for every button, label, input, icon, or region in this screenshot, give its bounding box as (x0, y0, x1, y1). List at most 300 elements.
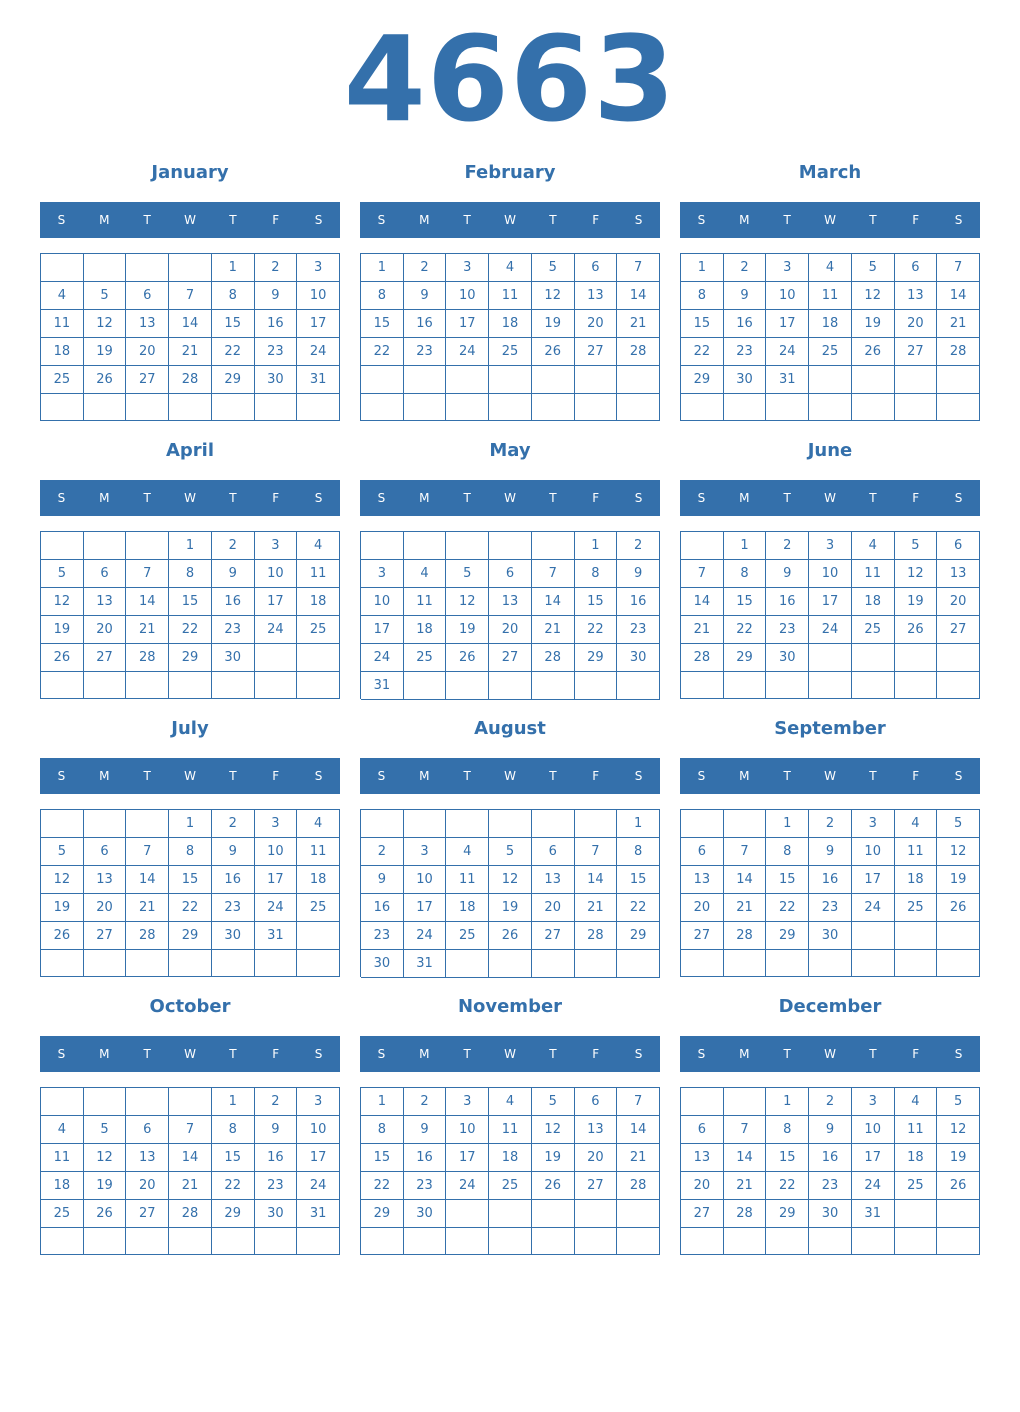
day-cell: 23 (404, 338, 447, 366)
days-grid (40, 253, 340, 421)
empty-day-cell (532, 394, 575, 422)
empty-day-cell (212, 394, 255, 421)
empty-day-cell (212, 950, 255, 977)
day-cell: 17 (446, 1144, 489, 1172)
day-cell: 11 (895, 838, 938, 866)
day-cell: 31 (297, 1200, 340, 1228)
day-cell: 25 (489, 1172, 532, 1200)
empty-day-cell (852, 950, 895, 977)
weekday-label: T (549, 1047, 557, 1061)
empty-day-cell (766, 1228, 809, 1255)
empty-day-cell (895, 1228, 938, 1255)
weekday-label: S (57, 491, 66, 505)
day-cell: 12 (84, 310, 127, 338)
empty-day-cell (617, 1200, 660, 1228)
day-cell: 15 (681, 310, 724, 338)
empty-day-cell (361, 394, 404, 422)
empty-day-cell (532, 950, 575, 978)
day-cell: 3 (766, 254, 809, 282)
day-cell: 18 (297, 866, 340, 894)
day-cell: 4 (852, 532, 895, 560)
empty-day-cell (255, 394, 298, 421)
empty-day-cell (404, 532, 447, 560)
day-cell: 17 (404, 894, 447, 922)
weekday-header (40, 202, 340, 238)
day-cell: 19 (532, 310, 575, 338)
empty-day-cell (255, 672, 298, 699)
day-cell: 22 (575, 616, 618, 644)
day-cell: 7 (126, 838, 169, 866)
empty-day-cell (361, 532, 404, 560)
day-cell: 23 (404, 1172, 447, 1200)
day-cell: 15 (766, 866, 809, 894)
day-cell: 15 (212, 1144, 255, 1172)
day-cell: 13 (126, 1144, 169, 1172)
day-cell: 26 (895, 616, 938, 644)
day-cell: 5 (446, 560, 489, 588)
day-cell: 23 (617, 616, 660, 644)
day-cell: 8 (212, 282, 255, 310)
day-cell: 28 (681, 644, 724, 672)
weekday-label: M (739, 491, 750, 505)
day-cell: 27 (937, 616, 980, 644)
day-cell: 2 (724, 254, 767, 282)
weekday-header (360, 480, 660, 516)
day-cell: 18 (41, 338, 84, 366)
day-cell: 29 (212, 1200, 255, 1228)
day-cell: 26 (489, 922, 532, 950)
day-cell: 17 (766, 310, 809, 338)
day-cell: 20 (895, 310, 938, 338)
empty-day-cell (852, 394, 895, 421)
day-cell: 22 (766, 894, 809, 922)
empty-day-cell (361, 810, 404, 838)
empty-day-cell (681, 672, 724, 699)
day-cell: 18 (446, 894, 489, 922)
day-cell: 20 (84, 616, 127, 644)
day-cell: 21 (617, 1144, 660, 1172)
month-april (40, 428, 340, 699)
empty-day-cell (255, 950, 298, 977)
empty-day-cell (852, 1228, 895, 1255)
day-cell: 19 (84, 1172, 127, 1200)
month-name: March (798, 162, 862, 183)
day-cell: 12 (41, 588, 84, 616)
day-cell: 24 (766, 338, 809, 366)
empty-day-cell (404, 366, 447, 394)
day-cell: 14 (532, 588, 575, 616)
weekday-label: M (419, 1047, 430, 1061)
empty-day-cell (41, 394, 84, 421)
month-name: July (171, 718, 209, 739)
day-cell: 9 (404, 282, 447, 310)
day-cell: 28 (724, 922, 767, 950)
weekday-label: S (954, 213, 963, 227)
weekday-label: W (504, 1047, 516, 1061)
day-cell: 12 (489, 866, 532, 894)
day-cell: 19 (895, 588, 938, 616)
day-cell: 29 (724, 644, 767, 672)
day-cell: 16 (404, 1144, 447, 1172)
empty-day-cell (617, 950, 660, 978)
day-cell: 25 (489, 338, 532, 366)
empty-day-cell (937, 644, 980, 672)
day-cell: 5 (84, 1116, 127, 1144)
day-cell: 11 (895, 1116, 938, 1144)
empty-day-cell (84, 810, 127, 838)
weekday-header (40, 480, 340, 516)
empty-day-cell (489, 1200, 532, 1228)
day-cell: 9 (724, 282, 767, 310)
day-cell: 31 (852, 1200, 895, 1228)
day-cell: 14 (617, 1116, 660, 1144)
empty-day-cell (126, 810, 169, 838)
day-cell: 27 (681, 1200, 724, 1228)
day-cell: 29 (212, 366, 255, 394)
day-cell: 13 (84, 588, 127, 616)
empty-day-cell (297, 1228, 340, 1255)
weekday-label: M (99, 213, 110, 227)
weekday-label: S (697, 491, 706, 505)
day-cell: 29 (766, 922, 809, 950)
weekday-label: F (912, 769, 920, 783)
month-may (360, 428, 660, 699)
empty-day-cell (937, 1228, 980, 1255)
day-cell: 28 (126, 644, 169, 672)
day-cell: 15 (361, 1144, 404, 1172)
weekday-label: S (634, 769, 643, 783)
day-cell: 7 (575, 838, 618, 866)
empty-day-cell (255, 644, 298, 672)
weekday-label: T (783, 491, 791, 505)
weekday-label: S (954, 1047, 963, 1061)
day-cell: 14 (724, 1144, 767, 1172)
day-cell: 10 (852, 1116, 895, 1144)
day-cell: 17 (852, 866, 895, 894)
weekday-label: T (229, 1047, 237, 1061)
day-cell: 23 (212, 894, 255, 922)
day-cell: 26 (41, 922, 84, 950)
day-cell: 19 (937, 1144, 980, 1172)
day-cell: 14 (126, 588, 169, 616)
day-cell: 9 (255, 1116, 298, 1144)
day-cell: 17 (297, 310, 340, 338)
day-cell: 18 (809, 310, 852, 338)
empty-day-cell (404, 394, 447, 422)
day-cell: 8 (766, 838, 809, 866)
day-cell: 1 (212, 254, 255, 282)
day-cell: 18 (895, 1144, 938, 1172)
month-february (360, 150, 660, 421)
day-cell: 30 (361, 950, 404, 978)
empty-day-cell (766, 950, 809, 977)
empty-day-cell (681, 950, 724, 977)
day-cell: 16 (809, 866, 852, 894)
empty-day-cell (895, 672, 938, 699)
day-cell: 26 (937, 1172, 980, 1200)
empty-day-cell (809, 672, 852, 699)
empty-day-cell (212, 672, 255, 699)
weekday-label: F (592, 491, 600, 505)
day-cell: 21 (126, 894, 169, 922)
month-name: September (774, 718, 886, 739)
day-cell: 23 (255, 338, 298, 366)
empty-day-cell (852, 922, 895, 950)
empty-day-cell (575, 672, 618, 700)
day-cell: 18 (852, 588, 895, 616)
month-name: August (474, 718, 546, 739)
empty-day-cell (681, 810, 724, 838)
empty-day-cell (446, 810, 489, 838)
day-cell: 17 (297, 1144, 340, 1172)
empty-day-cell (489, 366, 532, 394)
day-cell: 20 (681, 894, 724, 922)
day-cell: 2 (361, 838, 404, 866)
weekday-label: T (463, 1047, 471, 1061)
day-cell: 17 (446, 310, 489, 338)
day-cell: 10 (297, 1116, 340, 1144)
month-name: December (778, 996, 882, 1017)
day-cell: 15 (724, 588, 767, 616)
weekday-header (360, 758, 660, 794)
weekday-label: W (824, 213, 836, 227)
day-cell: 9 (255, 282, 298, 310)
days-grid (680, 1087, 980, 1255)
weekday-label: M (739, 769, 750, 783)
day-cell: 24 (255, 894, 298, 922)
day-cell: 10 (446, 282, 489, 310)
day-cell: 30 (617, 644, 660, 672)
weekday-label: M (99, 1047, 110, 1061)
day-cell: 25 (404, 644, 447, 672)
day-cell: 30 (212, 644, 255, 672)
days-grid (680, 531, 980, 699)
day-cell: 24 (297, 338, 340, 366)
month-july (40, 706, 340, 977)
day-cell: 29 (681, 366, 724, 394)
day-cell: 8 (766, 1116, 809, 1144)
day-cell: 16 (617, 588, 660, 616)
weekday-label: W (504, 769, 516, 783)
day-cell: 2 (404, 254, 447, 282)
empty-day-cell (724, 1088, 767, 1116)
day-cell: 15 (617, 866, 660, 894)
empty-day-cell (446, 1228, 489, 1255)
day-cell: 8 (212, 1116, 255, 1144)
empty-day-cell (169, 394, 212, 421)
empty-day-cell (937, 394, 980, 421)
empty-day-cell (937, 950, 980, 977)
empty-day-cell (361, 366, 404, 394)
day-cell: 9 (212, 560, 255, 588)
day-cell: 12 (852, 282, 895, 310)
day-cell: 10 (404, 866, 447, 894)
weekday-label: S (314, 213, 323, 227)
day-cell: 2 (617, 532, 660, 560)
weekday-label: S (697, 213, 706, 227)
weekday-label: T (869, 213, 877, 227)
empty-day-cell (41, 1228, 84, 1255)
day-cell: 17 (361, 616, 404, 644)
day-cell: 30 (255, 1200, 298, 1228)
day-cell: 9 (617, 560, 660, 588)
day-cell: 6 (126, 1116, 169, 1144)
day-cell: 4 (297, 532, 340, 560)
day-cell: 30 (766, 644, 809, 672)
day-cell: 27 (126, 366, 169, 394)
weekday-label: T (143, 213, 151, 227)
day-cell: 6 (681, 1116, 724, 1144)
day-cell: 23 (766, 616, 809, 644)
empty-day-cell (724, 950, 767, 977)
weekday-label: F (912, 1047, 920, 1061)
weekday-header (360, 1036, 660, 1072)
day-cell: 16 (724, 310, 767, 338)
empty-day-cell (84, 950, 127, 977)
day-cell: 20 (126, 1172, 169, 1200)
day-cell: 12 (446, 588, 489, 616)
weekday-header (680, 202, 980, 238)
day-cell: 8 (361, 1116, 404, 1144)
weekday-label: W (824, 769, 836, 783)
days-grid (360, 531, 660, 699)
weekday-label: F (272, 1047, 280, 1061)
empty-day-cell (212, 1228, 255, 1255)
day-cell: 27 (532, 922, 575, 950)
day-cell: 7 (169, 282, 212, 310)
day-cell: 5 (937, 810, 980, 838)
day-cell: 16 (255, 310, 298, 338)
weekday-label: M (99, 491, 110, 505)
day-cell: 17 (255, 866, 298, 894)
weekday-label: F (592, 1047, 600, 1061)
empty-day-cell (724, 1228, 767, 1255)
day-cell: 28 (169, 1200, 212, 1228)
day-cell: 9 (809, 1116, 852, 1144)
empty-day-cell (852, 672, 895, 699)
empty-day-cell (446, 394, 489, 422)
weekday-label: S (377, 491, 386, 505)
empty-day-cell (617, 366, 660, 394)
day-cell: 20 (681, 1172, 724, 1200)
day-cell: 21 (617, 310, 660, 338)
day-cell: 1 (766, 810, 809, 838)
day-cell: 21 (169, 1172, 212, 1200)
day-cell: 11 (297, 560, 340, 588)
day-cell: 29 (766, 1200, 809, 1228)
empty-day-cell (937, 366, 980, 394)
empty-day-cell (446, 532, 489, 560)
weekday-label: T (229, 213, 237, 227)
days-grid (360, 253, 660, 421)
day-cell: 4 (895, 1088, 938, 1116)
day-cell: 1 (617, 810, 660, 838)
weekday-label: T (143, 1047, 151, 1061)
day-cell: 5 (84, 282, 127, 310)
day-cell: 3 (446, 254, 489, 282)
day-cell: 1 (169, 810, 212, 838)
day-cell: 12 (937, 838, 980, 866)
empty-day-cell (84, 672, 127, 699)
empty-day-cell (532, 810, 575, 838)
weekday-label: S (314, 769, 323, 783)
empty-day-cell (809, 644, 852, 672)
day-cell: 22 (681, 338, 724, 366)
day-cell: 26 (532, 1172, 575, 1200)
day-cell: 1 (724, 532, 767, 560)
day-cell: 30 (404, 1200, 447, 1228)
empty-day-cell (617, 672, 660, 700)
day-cell: 17 (852, 1144, 895, 1172)
day-cell: 7 (724, 1116, 767, 1144)
day-cell: 27 (575, 338, 618, 366)
day-cell: 26 (446, 644, 489, 672)
day-cell: 24 (852, 894, 895, 922)
day-cell: 24 (361, 644, 404, 672)
empty-day-cell (126, 532, 169, 560)
day-cell: 28 (937, 338, 980, 366)
weekday-label: S (954, 491, 963, 505)
day-cell: 6 (126, 282, 169, 310)
day-cell: 13 (532, 866, 575, 894)
weekday-label: T (143, 769, 151, 783)
weekday-label: T (463, 491, 471, 505)
day-cell: 10 (361, 588, 404, 616)
empty-day-cell (681, 1228, 724, 1255)
weekday-label: M (739, 213, 750, 227)
weekday-header (680, 758, 980, 794)
weekday-header (360, 202, 660, 238)
day-cell: 7 (126, 560, 169, 588)
month-name: May (489, 440, 531, 461)
day-cell: 22 (169, 894, 212, 922)
day-cell: 22 (361, 1172, 404, 1200)
empty-day-cell (84, 1228, 127, 1255)
empty-day-cell (169, 950, 212, 977)
day-cell: 22 (169, 616, 212, 644)
day-cell: 8 (169, 838, 212, 866)
day-cell: 5 (937, 1088, 980, 1116)
weekday-label: T (229, 491, 237, 505)
day-cell: 6 (489, 560, 532, 588)
days-grid (40, 531, 340, 699)
day-cell: 5 (532, 254, 575, 282)
day-cell: 4 (41, 1116, 84, 1144)
day-cell: 15 (169, 866, 212, 894)
empty-day-cell (404, 810, 447, 838)
weekday-label: M (99, 769, 110, 783)
day-cell: 1 (361, 254, 404, 282)
empty-day-cell (41, 672, 84, 699)
day-cell: 31 (766, 366, 809, 394)
day-cell: 23 (724, 338, 767, 366)
day-cell: 21 (724, 894, 767, 922)
day-cell: 4 (489, 1088, 532, 1116)
day-cell: 8 (169, 560, 212, 588)
day-cell: 5 (895, 532, 938, 560)
day-cell: 4 (446, 838, 489, 866)
month-august (360, 706, 660, 977)
day-cell: 22 (724, 616, 767, 644)
day-cell: 8 (617, 838, 660, 866)
day-cell: 2 (766, 532, 809, 560)
empty-day-cell (489, 394, 532, 422)
weekday-header (680, 1036, 980, 1072)
empty-day-cell (575, 394, 618, 422)
day-cell: 7 (617, 254, 660, 282)
day-cell: 5 (489, 838, 532, 866)
weekday-label: T (783, 213, 791, 227)
